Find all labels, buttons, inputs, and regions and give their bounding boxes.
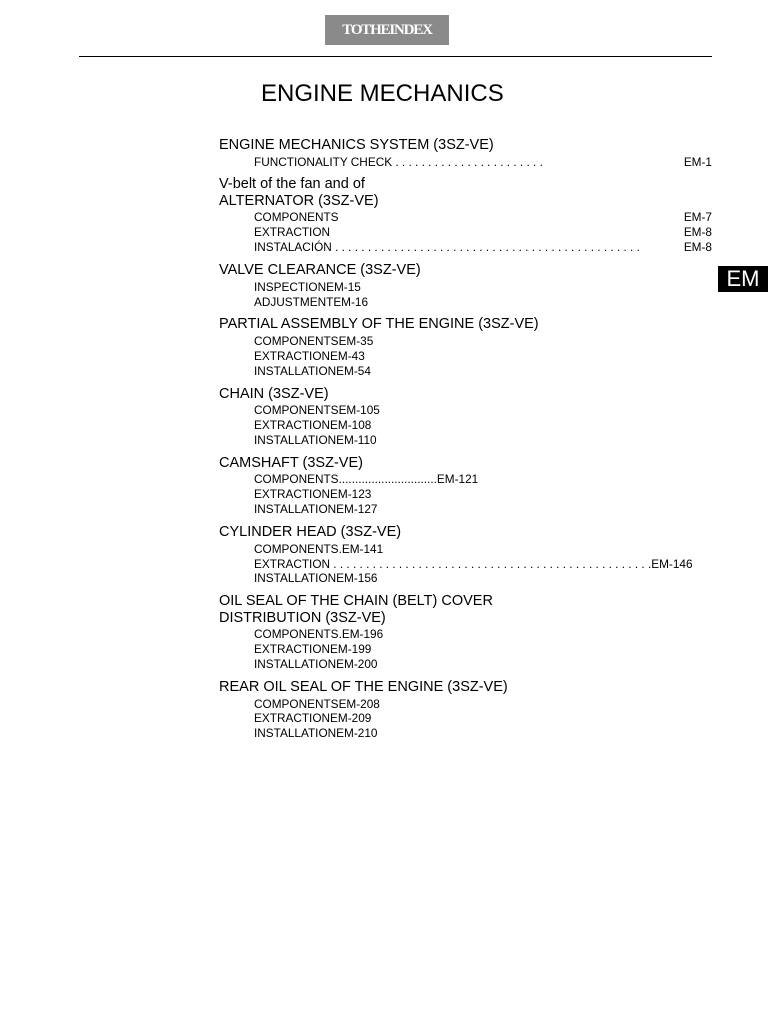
toc-section — [219, 314, 712, 378]
toc-entry[interactable] — [219, 334, 712, 349]
toc-entry-list — [219, 210, 712, 255]
toc-page-number: EM-105 — [338, 403, 380, 418]
toc-section — [219, 260, 712, 309]
toc-entry[interactable] — [219, 642, 712, 657]
toc-page-number: EM-209 — [330, 711, 372, 726]
table-of-contents — [219, 135, 712, 746]
toc-entry-label: INSPECTION — [254, 279, 327, 294]
toc-dot-leader: . . . . . . . . . . . . . . . . . . . . . . . . . . . . . . . . . . . . . . . . . . . . . . . . . — [330, 556, 652, 571]
toc-entry[interactable] — [219, 627, 712, 642]
toc-entry-label: COMPONENTS — [254, 210, 339, 225]
toc-dot-leader: . . . . . . . . . . . . . . . . . . . . . . . . . . . . . . . . . . . . . . . . . . . . . . . — [331, 240, 644, 255]
toc-entry[interactable] — [219, 433, 712, 448]
toc-entry-label: COMPONENTS — [254, 472, 339, 487]
toc-entry-label: COMPONENTS — [254, 696, 339, 711]
toc-dot-leader: . — [338, 541, 342, 556]
toc-section-title[interactable]: CAMSHAFT (3SZ-VE) — [219, 454, 363, 471]
toc-entry[interactable] — [219, 364, 712, 379]
toc-section-title[interactable]: CHAIN (3SZ-VE) — [219, 385, 329, 402]
toc-page-number: EM-199 — [330, 642, 372, 657]
toc-entry-label: INSTALLATION — [254, 432, 337, 447]
toc-section-title[interactable]: REAR OIL SEAL OF THE ENGINE (3SZ-VE) — [219, 679, 508, 696]
toc-page-number: EM-15 — [326, 279, 361, 294]
toc-entry-list — [219, 280, 712, 310]
toc-entry[interactable] — [219, 542, 712, 557]
toc-entry[interactable] — [219, 418, 712, 433]
toc-page-number: EM-200 — [336, 657, 378, 672]
toc-entry[interactable] — [219, 280, 712, 295]
toc-entry-label: EXTRACTION — [254, 418, 331, 433]
toc-entry-label: EXTRACTION — [254, 348, 331, 363]
toc-entry[interactable] — [219, 557, 712, 572]
toc-page-number: EM-127 — [336, 502, 378, 517]
toc-entry-label: EXTRACTION — [254, 642, 331, 657]
toc-entry-label: EXTRACTION — [254, 556, 331, 571]
toc-entry-label: COMPONENTS — [254, 333, 339, 348]
toc-section — [219, 453, 712, 517]
toc-page-number: EM-54 — [336, 363, 371, 378]
toc-dot-leader: .............................. — [338, 472, 437, 487]
toc-section — [219, 677, 712, 741]
toc-page-number: EM-156 — [336, 571, 378, 586]
toc-page-number: EM-43 — [330, 348, 365, 363]
toc-entry-list — [219, 472, 712, 517]
toc-entry-list — [219, 403, 712, 448]
toc-entry-list — [219, 697, 712, 742]
toc-section-title[interactable]: ENGINE MECHANICS SYSTEM (3SZ-VE) — [219, 137, 494, 153]
toc-section — [219, 591, 712, 672]
toc-entry[interactable] — [219, 155, 712, 170]
toc-page-number: EM-123 — [330, 487, 372, 502]
toc-entry[interactable] — [219, 349, 712, 364]
toc-page-number: EM-8 — [683, 225, 712, 240]
toc-section — [219, 384, 712, 448]
toc-entry-list — [219, 155, 712, 170]
toc-entry-list — [219, 627, 712, 672]
toc-entry-label: COMPONENTS — [254, 627, 339, 642]
toc-entry[interactable] — [219, 711, 712, 726]
toc-section — [219, 174, 712, 255]
toc-entry-label: ADJUSTMENT — [254, 294, 334, 309]
toc-section-title[interactable]: OIL SEAL OF THE CHAIN (BELT) COVER DISTRIBUTION (3SZ-VE) — [219, 593, 493, 626]
toc-section — [219, 135, 712, 169]
toc-section-title[interactable]: PARTIAL ASSEMBLY OF THE ENGINE (3SZ-VE) — [219, 316, 539, 333]
toc-page-number: EM-196 — [341, 627, 384, 642]
toc-entry[interactable] — [219, 502, 712, 517]
toc-section-title[interactable]: CYLINDER HEAD (3SZ-VE) — [219, 524, 402, 541]
toc-page-number: EM-110 — [336, 432, 377, 447]
toc-entry[interactable] — [219, 726, 712, 741]
toc-section — [219, 522, 712, 586]
toc-page-number: EM-208 — [338, 696, 380, 711]
toc-entry[interactable] — [219, 403, 712, 418]
toc-dot-leader: . . . . . . . . . . . . . . . . . . . . . . . — [392, 154, 547, 169]
toc-entry-label: INSTALLATION — [254, 502, 337, 517]
toc-page-number: EM-1 — [683, 154, 712, 169]
toc-entry-label: EXTRACTION — [254, 225, 331, 240]
toc-page-number: EM-8 — [683, 240, 712, 255]
toc-section-title[interactable]: V-belt of the fan and of ALTERNATOR (3SZ-VE) — [219, 176, 379, 209]
toc-entry-label: COMPONENTS — [254, 403, 339, 418]
toc-entry-list — [219, 334, 712, 379]
toc-entry[interactable] — [219, 487, 712, 502]
toc-entry-label: INSTALLATION — [254, 657, 337, 672]
toc-page-number: EM-7 — [683, 210, 712, 225]
toc-page-number: EM-16 — [333, 294, 369, 309]
to-the-index-button[interactable]: TOTHEINDEX — [325, 15, 449, 45]
toc-entry[interactable] — [219, 697, 712, 712]
toc-entry-label: FUNCTIONALITY CHECK — [254, 154, 393, 169]
toc-entry-label: INSTALLATION — [254, 363, 337, 378]
toc-entry[interactable] — [219, 210, 712, 225]
toc-entry[interactable] — [219, 240, 712, 255]
toc-entry[interactable] — [219, 472, 712, 487]
toc-entry-list — [219, 542, 712, 587]
toc-entry[interactable] — [219, 571, 712, 586]
toc-entry-label: EXTRACTION — [254, 711, 331, 726]
toc-entry-label: COMPONENTS — [254, 541, 339, 556]
toc-page-number: EM-108 — [330, 418, 372, 433]
toc-page-number: EM-141 — [341, 541, 384, 556]
toc-entry-label: INSTALACIÓN — [254, 240, 332, 255]
toc-dot-leader: . — [338, 627, 342, 642]
toc-section-title[interactable]: VALVE CLEARANCE (3SZ-VE) — [219, 262, 421, 279]
toc-page-number: EM-35 — [338, 333, 374, 348]
toc-entry-label: INSTALLATION — [254, 726, 337, 741]
toc-entry[interactable] — [219, 295, 712, 310]
toc-entry-label: INSTALLATION — [254, 571, 337, 586]
page-title: ENGINE MECHANICS — [261, 80, 504, 107]
section-tab-em: EM — [718, 266, 768, 292]
toc-entry[interactable] — [219, 657, 712, 672]
toc-page-number: EM-146 — [651, 556, 693, 571]
toc-entry[interactable] — [219, 225, 712, 240]
header-divider — [79, 56, 712, 57]
toc-entry-label: EXTRACTION — [254, 487, 331, 502]
toc-page-number: EM-121 — [436, 472, 479, 487]
toc-page-number: EM-210 — [336, 726, 378, 741]
